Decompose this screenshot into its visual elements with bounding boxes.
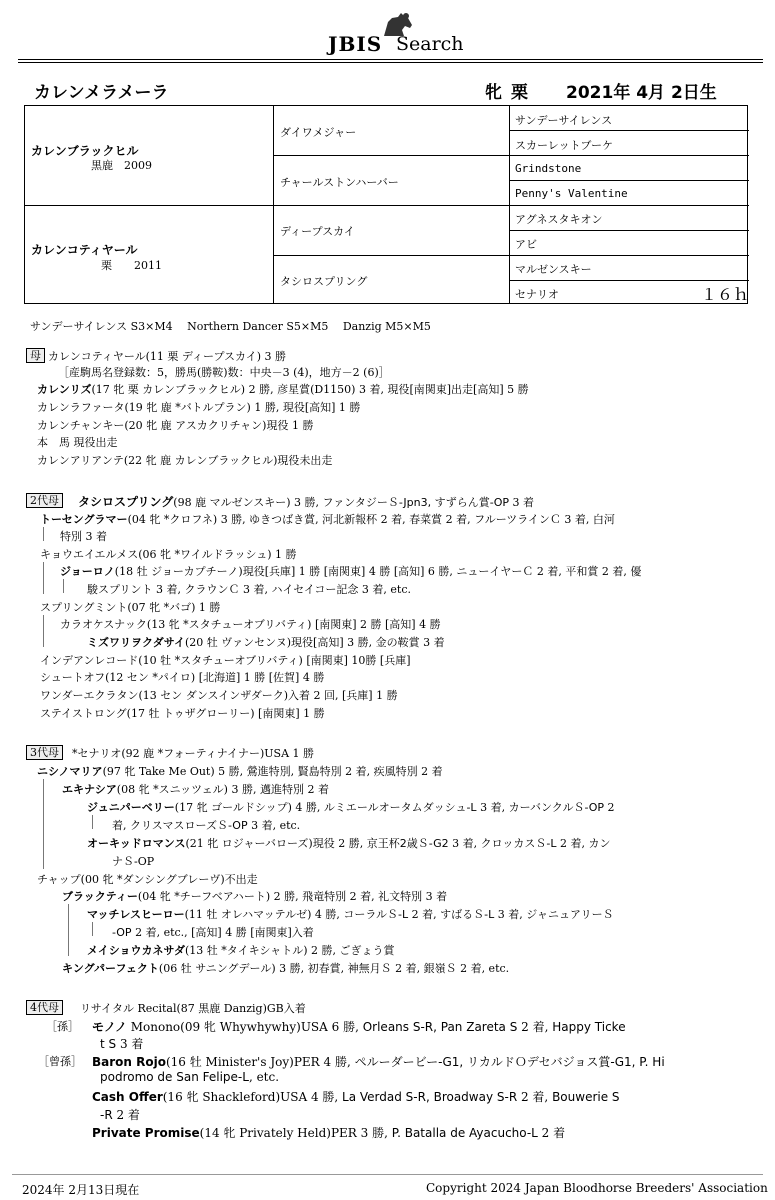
dam-line: カレンコティヤール(11 栗 ディープスカイ) 3 勝: [48, 350, 286, 363]
pedigree-sire[interactable]: カレンブラックヒル: [31, 144, 139, 158]
family-line: ワンダーエクラタン(13 セン ダンスインザダーク)入着 2 回, [兵庫] 1 勝: [40, 689, 398, 702]
pedigree-ss[interactable]: ダイワメジャー: [280, 126, 357, 139]
family-line: エキナシア(08 牝 *スニッツェル) 3 勝, 邁進特別 2 着: [62, 783, 329, 796]
family-line-cont: ナＳ-OP: [112, 855, 155, 868]
family-line: シュートオフ(12 セン *パイロ) [北海道] 1 勝 [佐賀] 4 勝: [40, 671, 325, 684]
pedigree-sd[interactable]: チャールストンハーバー: [280, 176, 399, 189]
grandchild-label: ［孫］: [46, 1020, 79, 1033]
horse-sex: 牝: [485, 83, 502, 103]
family-line: トーセングラマー(04 牝 *クロフネ) 3 勝, ゆきつばき賞, 河北新報杯 2 着, 春菜賞 2 着, フルーツラインＣ 3 着, 白河: [40, 513, 615, 526]
pedigree-dd[interactable]: タシロスプリング: [280, 275, 368, 288]
family-line-cont: 特別 3 着: [60, 530, 107, 543]
family-number: １６ｈ: [701, 285, 750, 304]
family-line-cont: -R 2 着: [100, 1108, 140, 1122]
great-grandchild-label: ［曾孫］: [38, 1055, 82, 1068]
family-line-cont: 駿スプリント 3 着, クラウンＣ 3 着, ハイセイコー記念 3 着, etc.: [87, 583, 412, 596]
horse-name: カレンメラメーラ: [34, 83, 169, 103]
offspring-line: カレンリズ(17 牝 栗 カレンブラックヒル) 2 勝, 彦星賞(D1150) 3 着, 現役[南関東]出走[高知] 5 勝: [37, 383, 529, 396]
pedigree-ddd[interactable]: セナリオ: [515, 288, 559, 301]
progeny-stats: ［産駒馬名登録数：5，勝馬(勝鞍)数：中央－3 (4)，地方－2 (6)］: [58, 366, 390, 379]
header-rule: [18, 62, 763, 63]
pedigree-dam[interactable]: カレンコティヤール: [31, 243, 138, 257]
family-line: チャップ(00 牝 *ダンシングブレーヴ)不出走: [37, 873, 258, 886]
family-line-cont: podromo de San Felipe-L, etc.: [100, 1070, 280, 1084]
footer-rule: [12, 1174, 763, 1175]
inbreeding-line: サンデーサイレンス S3×M4 Northern Dancer S5×M5 Danzig M5×M5: [30, 320, 431, 333]
family-line: マッチレスヒーロー(11 牡 オレハマッテルゼ) 4 勝, コーラルＳ-L 2 着, すばるＳ-L 3 着, ジャニュアリーＳ: [87, 908, 614, 921]
pedigree-sdd[interactable]: Penny's Valentine: [515, 187, 628, 200]
logo-text-search: Search: [396, 33, 464, 55]
family-line: メイショウカネサダ(13 牡 *タイキシャトル) 2 勝, ごぎょう賞: [87, 944, 395, 957]
pedigree-sire-info: 黒鹿 2009: [91, 159, 152, 172]
jbis-search-logo[interactable]: [328, 8, 464, 56]
family-line: カラオケスナック(13 牝 *スタチューオブリバティ) [南関東] 2 勝 [高知] 4 勝: [60, 618, 441, 631]
pedigree-table: [24, 105, 748, 304]
family-line: Cash Offer(16 牝 Shackleford)USA 4 勝, La Verdad S-R, Broadway S-R 2 着, Bouwerie S: [92, 1090, 620, 1104]
pedigree-sds[interactable]: Grindstone: [515, 162, 582, 175]
pedigree-sss[interactable]: サンデーサイレンス: [515, 114, 613, 127]
pedigree-dsd[interactable]: アビ: [515, 238, 537, 251]
family-line: オーキッドロマンス(21 牝 ロジャーバローズ)現役 2 勝, 京王杯2歳Ｓ-G2 3 着, クロッカスＳ-L 2 着, カン: [87, 837, 611, 850]
family-line-cont: t S 3 着: [100, 1037, 144, 1051]
pedigree-ds[interactable]: ディープスカイ: [280, 225, 355, 238]
family-line: ジョーロノ(18 牡 ジョーカプチーノ)現役[兵庫] 1 勝 [南関東] 4 勝 [高知] 6 勝, ニューイヤーＣ 2 着, 平和賞 2 着, 優: [60, 565, 642, 578]
family-line-cont: 着, クリスマスローズＳ-OP 3 着, etc.: [112, 819, 301, 832]
pedigree-ssd[interactable]: スカーレットブーケ: [515, 139, 614, 152]
header-rule: [18, 59, 763, 60]
family-line: Private Promise(14 牝 Privately Held)PER 3 勝, P. Batalla de Ayacucho-L 2 着: [92, 1126, 566, 1140]
pedigree-dss[interactable]: アグネスタキオン: [515, 213, 603, 226]
family-line: スプリングミント(07 牝 *バゴ) 1 勝: [40, 601, 221, 614]
great-granddam-line: *セナリオ(92 鹿 *フォーティナイナー)USA 1 勝: [72, 747, 315, 760]
offspring-line: カレンアリアンテ(22 牝 鹿 カレンブラックヒル)現役未出走: [37, 454, 333, 467]
family-line: ニシノマリア(97 牝 Take Me Out) 5 勝, 鶯進特別, 賢島特別 2 着, 疾風特別 2 着: [37, 765, 443, 778]
horse-color: 栗: [511, 83, 528, 103]
family-line: ブラックティー(04 牝 *チーフベアハート) 2 勝, 飛竜特別 2 着, 礼文特別 3 着: [62, 890, 448, 903]
family-line: キョウエイエルメス(06 牝 *ワイルドラッシュ) 1 勝: [40, 548, 297, 561]
logo-text-jbis: JBIS: [328, 32, 383, 56]
horse-birthdate: 2021年 4月 2日生: [566, 83, 717, 103]
family-line: モノノ Monono(09 牝 Whywhywhy)USA 6 勝, Orleans S-R, Pan Zareta S 2 着, Happy Ticke: [92, 1020, 626, 1034]
family-line: ジュニパーベリー(17 牝 ゴールドシップ) 4 勝, ルミエールオータムダッシュ-L 3 着, カーバンクルＳ-OP 2: [87, 801, 615, 814]
family-line: キングパーフェクト(06 牡 サニングデール) 3 勝, 初春賞, 神無月Ｓ 2 着, 銀嶺Ｓ 2 着, etc.: [62, 962, 510, 975]
section-tag-dam: 母: [26, 348, 45, 363]
section-tag-4th-dam: 4代母: [26, 1000, 63, 1015]
pedigree-dds[interactable]: マルゼンスキー: [515, 263, 592, 276]
offspring-line: カレンチャンキー(20 牝 鹿 アスカクリチャン)現役 1 勝: [37, 419, 314, 432]
granddam-line: タシロスプリング(98 鹿 マルゼンスキー) 3 勝, ファンタジーＳ-Jpn3, すずらん賞-OP 3 着: [78, 495, 534, 509]
family-line: ステイストロング(17 牡 トゥザグローリー) [南関東] 1 勝: [40, 707, 325, 720]
offspring-line: カレンラファータ(19 牝 鹿 *バトルプラン) 1 勝, 現役[高知] 1 勝: [37, 401, 361, 414]
family-line: ミズワリヲクダサイ(20 牡 ヴァンセンヌ)現役[高知] 3 勝, 金の鞍賞 3 着: [87, 636, 445, 649]
footer-date: 2024年 2月13日現在: [22, 1183, 140, 1197]
family-line-cont: -OP 2 着, etc., [高知] 4 勝 [南関東]入着: [112, 926, 314, 939]
section-tag-great-granddam: 3代母: [26, 745, 63, 760]
offspring-line: 本 馬 現役出走: [37, 436, 118, 449]
family-line: Baron Rojo(16 牡 Minister's Joy)PER 4 勝, ペルーダービー-G1, リカルドＯデセバジョス賞-G1, P. Hi: [92, 1055, 665, 1069]
section-tag-granddam: 2代母: [26, 493, 63, 508]
pedigree-dam-info: 栗 2011: [101, 259, 162, 272]
family-line: インデアンレコード(10 牡 *スタチューオブリバティ) [南関東] 10勝 [兵庫]: [40, 654, 411, 667]
fourth-dam-line: リサイタル Recital(87 黒鹿 Danzig)GB入着: [80, 1002, 306, 1015]
footer-copyright: Copyright 2024 Japan Bloodhorse Breeders' Association: [426, 1181, 768, 1195]
